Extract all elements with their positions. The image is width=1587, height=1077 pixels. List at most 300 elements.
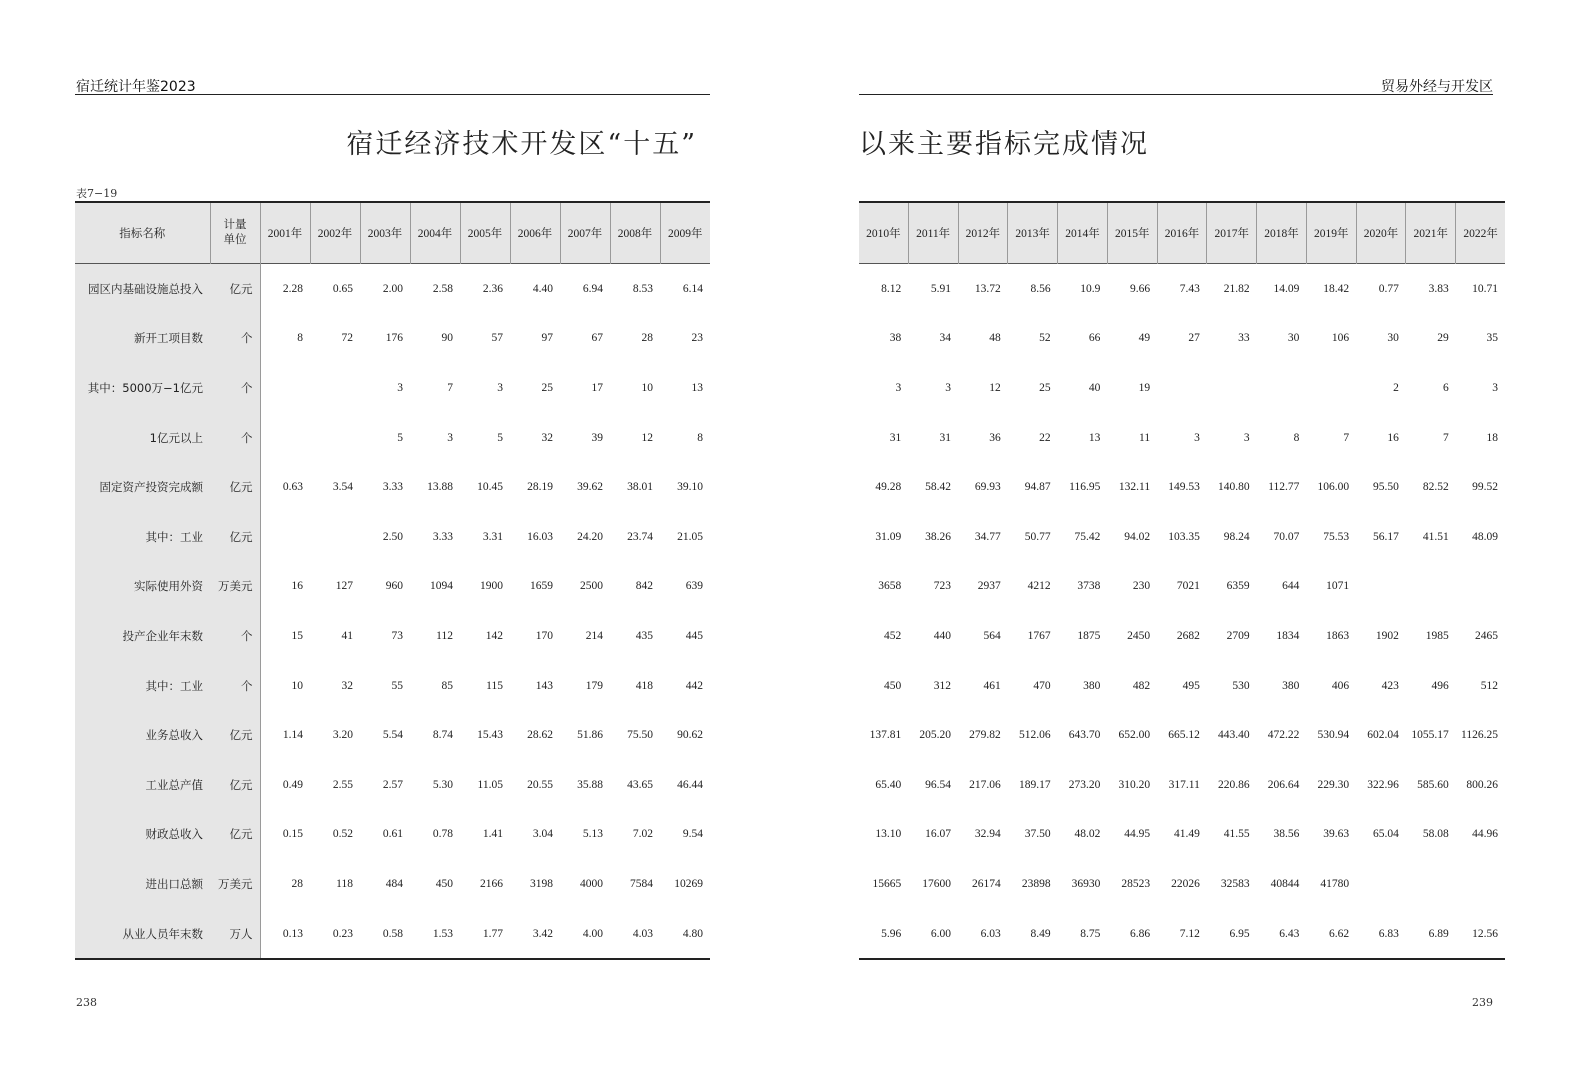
value-cell: 19 <box>1138 381 1151 394</box>
value-cell: 65.40 <box>875 778 902 791</box>
value-cell: 17600 <box>922 877 952 890</box>
value-cell: 1834 <box>1276 629 1300 642</box>
value-cell: 470 <box>1033 679 1051 692</box>
value-cell: 3 <box>1243 431 1250 444</box>
value-cell: 27 <box>1188 332 1200 345</box>
value-cell: 31.09 <box>875 530 902 543</box>
value-cell: 21.05 <box>677 530 703 543</box>
header-rule-right <box>859 94 1493 95</box>
year-header: 2022年 <box>1456 202 1505 264</box>
year-header: 2007年 <box>560 202 610 264</box>
value-cell: 8.75 <box>1080 927 1101 940</box>
value-cell: 35.88 <box>577 778 603 791</box>
value-cell: 10.9 <box>1080 282 1101 295</box>
value-cell: 28.19 <box>527 481 553 494</box>
value-cell: 230 <box>1132 580 1151 593</box>
value-cell: 94.87 <box>1024 481 1051 494</box>
value-cell: 23 <box>691 332 703 345</box>
value-cell: 82.52 <box>1422 481 1449 494</box>
value-cell: 3 <box>397 381 403 394</box>
value-cell: 3.20 <box>332 729 353 742</box>
value-cell: 6.86 <box>1129 927 1151 940</box>
value-cell: 12 <box>989 381 1001 394</box>
value-cell: 38.56 <box>1273 828 1300 841</box>
value-cell: 2.57 <box>382 778 403 791</box>
table-row <box>859 314 1505 364</box>
value-cell <box>260 512 310 562</box>
value-cell: 41 <box>341 629 353 642</box>
value-cell: 2709 <box>1226 629 1250 642</box>
value-cell: 1.14 <box>282 729 303 742</box>
value-cell: 461 <box>983 679 1001 692</box>
value-cell: 665.12 <box>1168 729 1200 742</box>
value-cell: 1.53 <box>432 927 453 940</box>
table-row <box>75 264 710 314</box>
value-cell: 48 <box>989 332 1001 345</box>
unit-cell: 亿元 <box>210 710 260 760</box>
value-cell: 25 <box>1039 381 1051 394</box>
value-cell: 602.04 <box>1367 729 1399 742</box>
value-cell: 450 <box>435 877 453 890</box>
table-row <box>859 760 1505 810</box>
page-title-part1: 宿迁经济技术开发区“十五” <box>346 129 697 160</box>
value-cell: 23.74 <box>627 530 653 543</box>
value-cell: 95.50 <box>1373 481 1399 494</box>
value-cell: 16.03 <box>527 530 553 543</box>
value-cell: 2450 <box>1127 629 1151 642</box>
value-cell: 35 <box>1486 332 1498 345</box>
value-cell: 2.00 <box>382 282 403 295</box>
indicator-name: 业务总收入 <box>75 710 210 760</box>
table-header-row <box>859 202 1505 264</box>
value-cell <box>310 413 360 463</box>
unit-cell: 个 <box>210 314 260 364</box>
unit-cell: 亿元 <box>210 760 260 810</box>
value-cell: 2682 <box>1176 629 1200 642</box>
value-cell: 26174 <box>972 877 1001 890</box>
table-row <box>75 611 710 661</box>
value-cell: 142 <box>485 629 503 642</box>
value-cell: 723 <box>933 580 952 593</box>
table-row <box>75 363 710 413</box>
value-cell: 2465 <box>1474 629 1498 642</box>
value-cell: 4.80 <box>682 927 703 940</box>
value-cell: 39.62 <box>577 481 603 494</box>
year-header: 2001年 <box>260 202 310 264</box>
value-cell: 0.15 <box>282 828 303 841</box>
value-cell: 7584 <box>630 877 653 890</box>
value-cell: 23898 <box>1021 877 1051 890</box>
value-cell: 6.14 <box>682 282 703 295</box>
value-cell: 58.42 <box>925 481 952 494</box>
value-cell: 12.56 <box>1472 927 1498 940</box>
value-cell: 17 <box>591 381 603 394</box>
value-cell: 495 <box>1182 679 1200 692</box>
unit-header-line1: 计量 <box>223 219 247 231</box>
value-cell: 530 <box>1232 679 1250 692</box>
year-header: 2019年 <box>1306 202 1356 264</box>
value-cell: 6 <box>1442 381 1449 394</box>
value-cell: 4000 <box>580 877 603 890</box>
table-row <box>75 413 710 463</box>
value-cell: 70.07 <box>1273 530 1300 543</box>
value-cell: 1094 <box>430 580 453 593</box>
value-cell: 652.00 <box>1118 729 1151 742</box>
value-cell: 16.07 <box>925 828 952 841</box>
year-header: 2006年 <box>510 202 560 264</box>
left-page <box>0 0 793 1077</box>
table-row <box>859 413 1505 463</box>
value-cell: 1126.25 <box>1461 729 1498 742</box>
indicator-name: 工业总产值 <box>75 760 210 810</box>
stats-table-right <box>859 201 1505 960</box>
value-cell: 94.02 <box>1124 530 1151 543</box>
value-cell: 3 <box>945 381 952 394</box>
value-cell: 9.66 <box>1129 282 1151 295</box>
value-cell: 7021 <box>1176 580 1200 593</box>
value-cell: 1659 <box>530 580 553 593</box>
value-cell: 3 <box>1492 381 1498 394</box>
value-cell: 127 <box>335 580 353 593</box>
value-cell: 52 <box>1039 332 1051 345</box>
value-cell: 2166 <box>480 877 503 890</box>
value-cell: 2500 <box>580 580 603 593</box>
value-cell: 48.02 <box>1074 828 1101 841</box>
value-cell: 842 <box>635 580 653 593</box>
indicator-name: 固定资产投资完成额 <box>75 462 210 512</box>
unit-cell: 亿元 <box>210 462 260 512</box>
value-cell: 16 <box>291 580 303 593</box>
value-cell: 13 <box>1088 431 1101 444</box>
page-number-right: 239 <box>1472 996 1493 1009</box>
value-cell: 6.95 <box>1229 927 1250 940</box>
value-cell: 423 <box>1381 679 1399 692</box>
value-cell: 41.49 <box>1173 828 1200 841</box>
value-cell: 3198 <box>530 877 553 890</box>
value-cell: 6.43 <box>1279 927 1300 940</box>
value-cell: 7.12 <box>1179 927 1200 940</box>
value-cell: 55 <box>391 679 403 692</box>
value-cell: 16 <box>1387 431 1399 444</box>
unit-cell: 个 <box>210 661 260 711</box>
value-cell: 512 <box>1480 679 1498 692</box>
value-cell: 96.54 <box>925 778 952 791</box>
value-cell: 30 <box>1287 332 1300 345</box>
value-cell: 44.96 <box>1472 828 1498 841</box>
value-cell: 65.04 <box>1373 828 1399 841</box>
value-cell: 1875 <box>1077 629 1101 642</box>
value-cell: 118 <box>336 877 353 890</box>
value-cell: 406 <box>1331 679 1350 692</box>
value-cell: 41.51 <box>1422 530 1449 543</box>
unit-cell: 万美元 <box>210 859 260 909</box>
value-cell: 564 <box>983 629 1001 642</box>
value-cell: 3.33 <box>432 530 453 543</box>
value-cell: 179 <box>585 679 603 692</box>
unit-cell: 亿元 <box>210 810 260 860</box>
value-cell: 115 <box>486 679 503 692</box>
value-cell: 220.86 <box>1218 778 1250 791</box>
value-cell: 2.36 <box>482 282 503 295</box>
table-row <box>859 512 1505 562</box>
value-cell: 0.13 <box>282 927 303 940</box>
value-cell: 1767 <box>1027 629 1051 642</box>
table-row <box>859 562 1505 612</box>
value-cell: 49.28 <box>875 481 902 494</box>
year-header: 2013年 <box>1008 202 1058 264</box>
value-cell: 12 <box>641 431 653 444</box>
value-cell: 140.80 <box>1218 481 1250 494</box>
value-cell: 10269 <box>674 877 703 890</box>
value-cell: 10.45 <box>477 481 503 494</box>
value-cell: 639 <box>685 580 703 593</box>
year-header: 2020年 <box>1356 202 1406 264</box>
value-cell: 8.49 <box>1030 927 1051 940</box>
value-cell: 36930 <box>1071 877 1101 890</box>
value-cell: 149.53 <box>1168 481 1200 494</box>
value-cell: 482 <box>1132 679 1151 692</box>
value-cell: 75.42 <box>1074 530 1101 543</box>
value-cell: 39.10 <box>677 481 703 494</box>
value-cell: 217.06 <box>969 778 1001 791</box>
value-cell: 189.17 <box>1018 778 1051 791</box>
value-cell: 800.26 <box>1466 778 1498 791</box>
value-cell: 279.82 <box>969 729 1001 742</box>
value-cell: 15665 <box>872 877 902 890</box>
value-cell: 312 <box>933 679 952 692</box>
value-cell: 2.50 <box>382 530 403 543</box>
value-cell: 6.89 <box>1428 927 1449 940</box>
value-cell: 21.82 <box>1223 282 1250 295</box>
value-cell: 0.61 <box>382 828 403 841</box>
indicator-name: 其中：工业 <box>75 661 210 711</box>
value-cell: 28.62 <box>527 729 553 742</box>
value-cell <box>1356 562 1406 612</box>
value-cell: 10 <box>291 679 303 692</box>
value-cell: 322.96 <box>1367 778 1399 791</box>
value-cell: 103.35 <box>1168 530 1200 543</box>
value-cell: 34.77 <box>974 530 1001 543</box>
value-cell <box>1456 562 1505 612</box>
value-cell <box>1356 859 1406 909</box>
value-cell <box>1306 363 1356 413</box>
value-cell: 48.09 <box>1472 530 1498 543</box>
table-row <box>859 363 1505 413</box>
value-cell: 273.20 <box>1068 778 1101 791</box>
value-cell: 43.65 <box>627 778 653 791</box>
value-cell: 4.40 <box>532 282 553 295</box>
value-cell: 7.02 <box>632 828 653 841</box>
value-cell <box>260 363 310 413</box>
value-cell: 112 <box>436 629 453 642</box>
value-cell: 85 <box>441 679 453 692</box>
value-cell: 7.43 <box>1179 282 1200 295</box>
table-row <box>75 760 710 810</box>
value-cell: 5.54 <box>382 729 403 742</box>
value-cell: 6.94 <box>582 282 603 295</box>
value-cell: 4.03 <box>632 927 653 940</box>
indicator-name: 进出口总额 <box>75 859 210 909</box>
value-cell: 67 <box>591 332 603 345</box>
value-cell: 30 <box>1387 332 1399 345</box>
value-cell: 39.63 <box>1323 828 1350 841</box>
value-cell: 57 <box>491 332 503 345</box>
value-cell: 6.00 <box>930 927 952 940</box>
value-cell: 28 <box>291 877 303 890</box>
year-header: 2012年 <box>958 202 1008 264</box>
value-cell: 4212 <box>1027 580 1051 593</box>
value-cell: 22026 <box>1171 877 1200 890</box>
value-cell: 28523 <box>1121 877 1151 890</box>
value-cell: 41780 <box>1320 877 1350 890</box>
right-page <box>793 0 1587 1077</box>
year-header: 2009年 <box>660 202 710 264</box>
value-cell: 98.24 <box>1223 530 1250 543</box>
value-cell <box>1207 363 1257 413</box>
value-cell: 6359 <box>1226 580 1250 593</box>
value-cell: 44.95 <box>1124 828 1151 841</box>
year-header: 2008年 <box>610 202 660 264</box>
value-cell: 90 <box>441 332 453 345</box>
value-cell: 6.03 <box>980 927 1001 940</box>
value-cell: 443.40 <box>1218 729 1250 742</box>
value-cell: 0.23 <box>332 927 353 940</box>
value-cell: 97 <box>541 332 553 345</box>
value-cell: 72 <box>341 332 353 345</box>
value-cell: 38 <box>889 332 902 345</box>
value-cell: 8 <box>697 431 703 444</box>
unit-cell: 个 <box>210 363 260 413</box>
value-cell: 960 <box>385 580 403 593</box>
value-cell: 5.91 <box>930 282 952 295</box>
value-cell: 585.60 <box>1417 778 1449 791</box>
value-cell: 11.05 <box>477 778 503 791</box>
value-cell: 1985 <box>1425 629 1449 642</box>
value-cell: 15 <box>291 629 303 642</box>
value-cell: 50.77 <box>1024 530 1051 543</box>
indicator-name: 财政总收入 <box>75 810 210 860</box>
value-cell: 137.81 <box>869 729 902 742</box>
indicator-name: 1亿元以上 <box>75 413 210 463</box>
indicator-name: 其中：5000万−1亿元 <box>75 363 210 413</box>
value-cell: 5.13 <box>582 828 603 841</box>
value-cell: 99.52 <box>1472 481 1498 494</box>
table-row <box>75 909 710 960</box>
indicator-header: 指标名称 <box>75 202 210 264</box>
table-row <box>859 462 1505 512</box>
value-cell: 6.62 <box>1329 927 1350 940</box>
value-cell: 530.94 <box>1317 729 1350 742</box>
value-cell: 9.54 <box>682 828 703 841</box>
value-cell <box>1257 363 1307 413</box>
value-cell: 116.95 <box>1069 481 1101 494</box>
value-cell: 3.54 <box>332 481 353 494</box>
value-cell: 3.83 <box>1428 282 1449 295</box>
year-header: 2017年 <box>1207 202 1257 264</box>
table-row <box>859 710 1505 760</box>
value-cell: 24.20 <box>577 530 603 543</box>
value-cell: 40 <box>1088 381 1101 394</box>
value-cell: 22 <box>1039 431 1051 444</box>
running-head-left: 宿迁统计年鉴2023 <box>76 79 196 95</box>
indicator-name: 其中：工业 <box>75 512 210 562</box>
value-cell: 2.58 <box>432 282 453 295</box>
value-cell: 229.30 <box>1317 778 1350 791</box>
table-row <box>75 562 710 612</box>
value-cell: 38.26 <box>925 530 952 543</box>
value-cell: 445 <box>685 629 703 642</box>
value-cell: 46.44 <box>677 778 703 791</box>
table-row <box>859 810 1505 860</box>
value-cell: 7 <box>1442 431 1449 444</box>
indicator-name: 新开工项目数 <box>75 314 210 364</box>
year-header: 2011年 <box>908 202 958 264</box>
value-cell: 34 <box>939 332 952 345</box>
table-row <box>75 859 710 909</box>
value-cell: 66 <box>1088 332 1101 345</box>
stats-table-left <box>75 201 710 960</box>
indicator-name: 从业人员年末数 <box>75 909 210 960</box>
page-number-left: 238 <box>76 996 97 1009</box>
value-cell: 1071 <box>1326 580 1350 593</box>
value-cell: 29 <box>1437 332 1449 345</box>
value-cell: 1.41 <box>482 828 503 841</box>
value-cell: 6.83 <box>1378 927 1399 940</box>
value-cell: 3.33 <box>382 481 403 494</box>
value-cell: 440 <box>933 629 952 642</box>
value-cell: 3.42 <box>532 927 553 940</box>
value-cell: 3 <box>1194 431 1200 444</box>
value-cell: 90.62 <box>677 729 703 742</box>
value-cell: 1900 <box>480 580 503 593</box>
value-cell: 317.11 <box>1168 778 1200 791</box>
value-cell: 3 <box>895 381 902 394</box>
value-cell: 40844 <box>1270 877 1300 890</box>
value-cell: 2.55 <box>332 778 353 791</box>
unit-header <box>210 202 260 264</box>
year-header: 2010年 <box>859 202 908 264</box>
unit-header-line2: 单位 <box>223 234 247 246</box>
running-head-right: 贸易外经与开发区 <box>1381 79 1493 95</box>
value-cell: 380 <box>1083 679 1101 692</box>
value-cell: 1902 <box>1375 629 1399 642</box>
value-cell <box>310 363 360 413</box>
value-cell: 176 <box>385 332 403 345</box>
value-cell: 8 <box>1293 431 1300 444</box>
value-cell: 7 <box>1343 431 1350 444</box>
value-cell: 310.20 <box>1118 778 1151 791</box>
value-cell: 643.70 <box>1068 729 1101 742</box>
table-row <box>75 314 710 364</box>
value-cell: 20.55 <box>527 778 553 791</box>
value-cell: 31 <box>939 431 952 444</box>
table-row <box>75 810 710 860</box>
table-number: 表7−19 <box>76 187 118 200</box>
value-cell: 69.93 <box>974 481 1001 494</box>
value-cell: 418 <box>635 679 653 692</box>
header-rule-left <box>75 94 710 95</box>
value-cell: 37.50 <box>1024 828 1051 841</box>
value-cell: 56.17 <box>1373 530 1399 543</box>
value-cell: 0.78 <box>432 828 453 841</box>
value-cell: 33 <box>1238 332 1250 345</box>
unit-cell: 个 <box>210 413 260 463</box>
value-cell: 13 <box>691 381 703 394</box>
table-row <box>859 611 1505 661</box>
year-header: 2021年 <box>1406 202 1456 264</box>
value-cell: 75.50 <box>627 729 653 742</box>
value-cell: 1.77 <box>482 927 503 940</box>
